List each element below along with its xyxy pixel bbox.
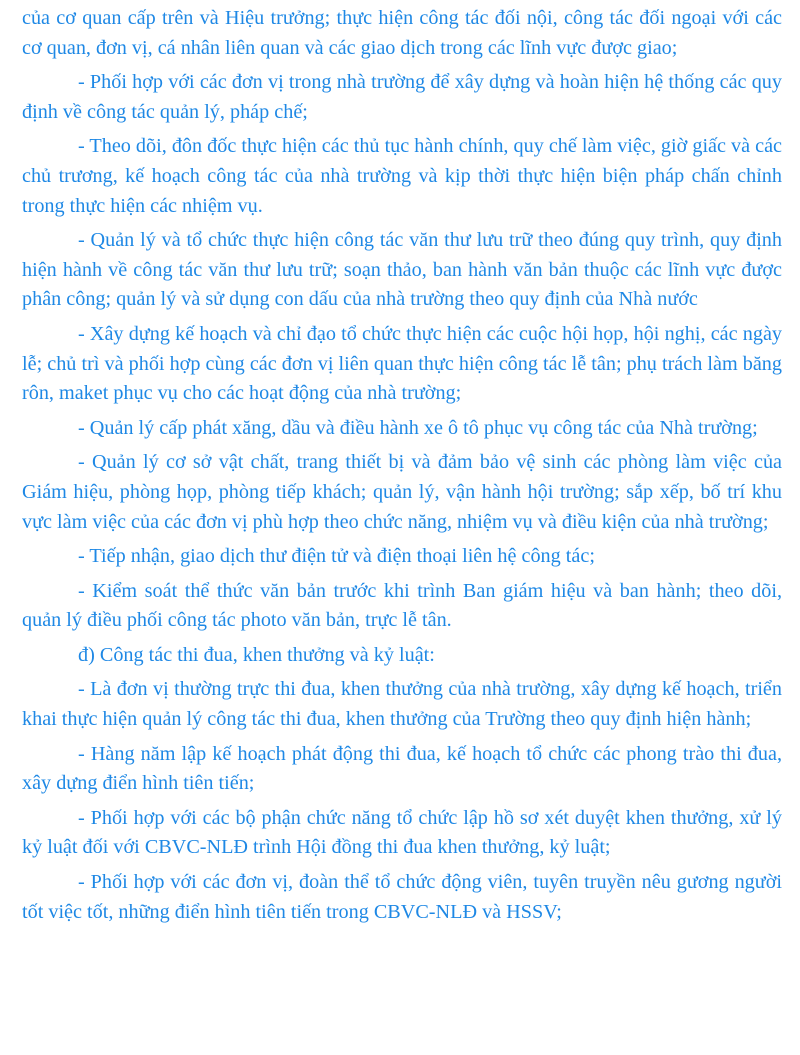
- section-heading-emulation: đ) Công tác thi đua, khen thưởng và kỷ luật:: [78, 643, 435, 666]
- paragraph-administrative-procedures: - Theo dõi, đôn đốc thực hiện các thủ tục hành chính, quy chế làm việc, giờ giấc và các chủ trương, kế hoạch công tác của nhà trường và kịp thời thực hiện biện pháp chấn chỉnh trong thực hiện các nhiệm vụ.: [22, 135, 783, 217]
- paragraph-archive-management: - Quản lý và tổ chức thực hiện công tác văn thư lưu trữ theo đúng quy trình, quy định hiện hành về công tác văn thư lưu trữ; soạn thảo, ban hành văn bản thuộc các lĩnh vực được phân công; quản lý và sử dụng con dấu của nhà trường theo quy định của Nhà nước: [22, 229, 782, 311]
- paragraph-document-format: - Kiểm soát thể thức văn bản trước khi trình Ban giám hiệu và ban hành; theo dõi, quản lý điều phối công tác photo văn bản, trực lễ tân.: [22, 579, 782, 632]
- paragraph-email-phone: - Tiếp nhận, giao dịch thư điện tử và điện thoại liên hệ công tác;: [78, 545, 595, 568]
- paragraph-facilities: - Quản lý cơ sở vật chất, trang thiết bị và đảm bảo vệ sinh các phòng làm việc của Giám hiệu, phòng họp, phòng tiếp khách; quản lý, vận hành hội trường; sắp xếp, bố trí khu vực làm việc của các đơn vị phù hợp theo chức năng, nhiệm vụ và điều kiện của nhà trường;: [22, 451, 782, 533]
- paragraph-emulation-standing: - Là đơn vị thường trực thi đua, khen thưởng của nhà trường, xây dựng kế hoạch, triển khai thực hiện quản lý công tác thi đua, khen thưởng của Trường theo quy định hiện hành;: [22, 678, 782, 731]
- paragraph-coordination-regulations: - Phối hợp với các đơn vị trong nhà trường để xây dựng và hoàn hiện hệ thống các quy định về công tác quản lý, pháp chế;: [22, 71, 782, 123]
- paragraph-continuation: của cơ quan cấp trên và Hiệu trưởng; thực hiện công tác đối nội, công tác đối ngoại với các cơ quan, đơn vị, cá nhân liên quan và các giao dịch trong các lĩnh vực được giao;: [22, 7, 782, 59]
- paragraph-annual-plan: - Hàng năm lập kế hoạch phát động thi đua, kế hoạch tổ chức các phong trào thi đua, xây dựng điển hình tiên tiến;: [22, 742, 782, 795]
- paragraph-propaganda: - Phối hợp với các đơn vị, đoàn thể tổ chức động viên, tuyên truyền nêu gương người tốt việc tốt, những điển hình tiên tiến trong CBVC-NLĐ và HSSV;: [22, 871, 782, 923]
- paragraph-reward-discipline: - Phối hợp với các bộ phận chức năng tổ chức lập hồ sơ xét duyệt khen thưởng, xử lý kỷ luật đối với CBVC-NLĐ trình Hội đồng thi đua khen thưởng, kỷ luật;: [22, 806, 782, 859]
- paragraph-fuel-vehicles: - Quản lý cấp phát xăng, dầu và điều hành xe ô tô phục vụ công tác của Nhà trường;: [78, 416, 758, 439]
- paragraph-meetings-ceremonies: - Xây dựng kế hoạch và chỉ đạo tổ chức thực hiện các cuộc hội họp, hội nghị, các ngày lễ; chủ trì và phối hợp cùng các đơn vị liên quan thực hiện công tác lễ tân; phụ trách làm băng rôn, maket phục vụ cho các hoạt động của nhà trường;: [22, 322, 782, 405]
- document-body: [22, 4, 782, 932]
